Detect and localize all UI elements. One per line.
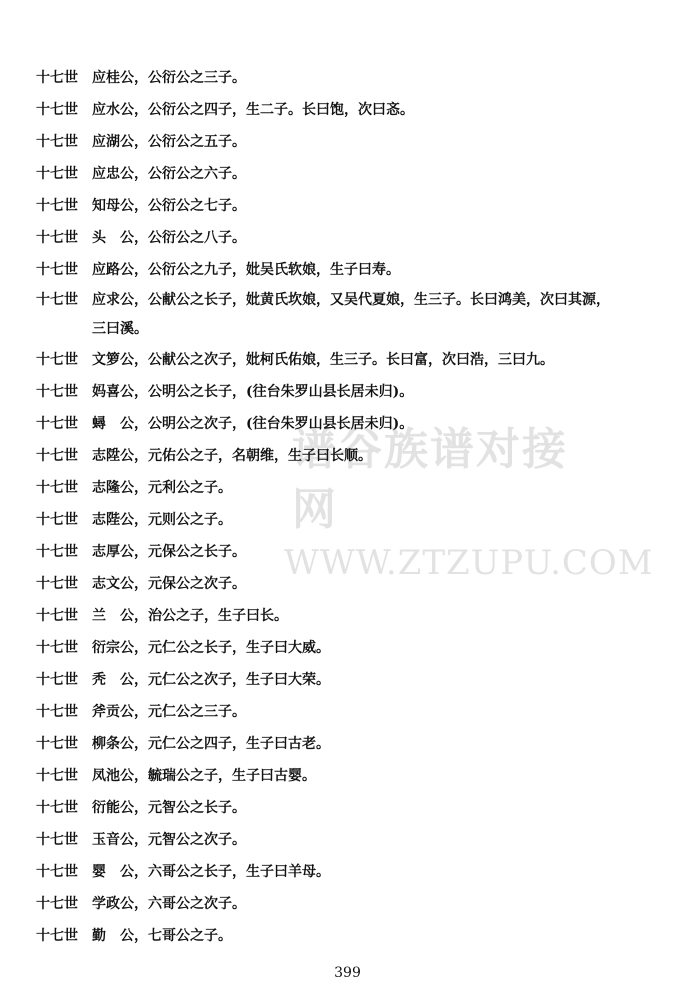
generation-label: 十七世	[36, 832, 78, 848]
genealogy-entry	[36, 158, 676, 190]
generation-label: 十七世	[36, 292, 78, 308]
entry-main-text: 应水公，公衍公之四子，生二子。长曰饱，次曰忞。	[92, 102, 414, 118]
genealogy-entry	[36, 728, 676, 760]
entry-main-text: 衍宗公，元仁公之长子，生子曰大威。	[92, 640, 330, 656]
entry-main-text: 兰 公，治公之子，生子曰长。	[92, 608, 288, 624]
entry-text	[92, 222, 677, 254]
genealogy-entry	[36, 126, 676, 158]
entry-main-text: 志文公，元保公之次子。	[92, 576, 246, 592]
generation-label: 十七世	[36, 102, 78, 118]
entry-main-text: 志陛公，元则公之子。	[92, 512, 232, 528]
entry-main-text: 蟳 公，公明公之次子，(往台朱罗山县长居未归)。	[92, 416, 414, 432]
genealogy-entry	[36, 536, 676, 568]
entry-continuation-text: 三曰溪。	[92, 321, 148, 337]
genealogy-entry	[36, 344, 676, 376]
entry-main-text: 玉音公，元智公之次子。	[92, 832, 246, 848]
entry-text	[92, 920, 677, 952]
entry-text	[92, 632, 677, 664]
entry-text	[92, 376, 677, 408]
entry-main-text: 斧贡公，元仁公之三子。	[92, 704, 246, 720]
entry-text	[92, 408, 677, 440]
entry-main-text: 知母公，公衍公之七子。	[92, 198, 246, 214]
entry-text	[92, 728, 677, 760]
genealogy-entry	[36, 888, 676, 920]
entry-text	[92, 536, 677, 568]
genealogy-entry	[36, 760, 676, 792]
entry-text	[92, 472, 677, 504]
page-number: 399	[334, 965, 361, 981]
entry-main-text: 应路公，公衍公之九子，妣吴氏软娘，生子曰寿。	[92, 262, 400, 278]
entry-text	[92, 856, 677, 888]
entry-main-text: 应求公，公献公之长子，妣黄氏坎娘，又吴代夏娘，生三子。长曰鸿美，次曰其源，	[92, 292, 610, 308]
generation-label: 十七世	[36, 352, 78, 368]
genealogy-entry	[36, 920, 676, 952]
entry-text	[92, 600, 677, 632]
watermark-url: WWW.ZTZUPU.COM	[284, 543, 654, 583]
genealogy-entry	[36, 568, 676, 600]
entry-main-text: 头 公，公衍公之八子。	[92, 230, 246, 246]
entry-text	[92, 286, 677, 344]
genealogy-entries	[36, 62, 676, 952]
genealogy-entry	[36, 856, 676, 888]
entry-main-text: 秃 公，元仁公之次子，生子曰大荣。	[92, 672, 330, 688]
entry-main-text: 文箩公，公献公之次子，妣柯氏佑娘，生三子。长曰富，次曰浩，三曰九。	[92, 352, 554, 368]
entry-text	[92, 792, 677, 824]
entry-text	[92, 504, 677, 536]
watermark-chinese: 谱谷族谱对接网	[292, 424, 568, 535]
generation-label: 十七世	[36, 166, 78, 182]
generation-label: 十七世	[36, 768, 78, 784]
generation-label: 十七世	[36, 640, 78, 656]
genealogy-entry	[36, 376, 676, 408]
entry-text	[92, 824, 677, 856]
generation-label: 十七世	[36, 928, 78, 944]
generation-label: 十七世	[36, 384, 78, 400]
entry-main-text: 婴 公，六哥公之长子，生子曰羊母。	[92, 864, 330, 880]
genealogy-entry	[36, 190, 676, 222]
entry-text	[92, 126, 677, 158]
generation-label: 十七世	[36, 608, 78, 624]
generation-label: 十七世	[36, 800, 78, 816]
entry-text	[92, 94, 677, 126]
genealogy-entry	[36, 440, 676, 472]
entry-main-text: 学政公，六哥公之次子。	[92, 896, 246, 912]
genealogy-entry	[36, 254, 676, 286]
genealogy-entry	[36, 632, 676, 664]
entry-main-text: 应忠公，公衍公之六子。	[92, 166, 246, 182]
generation-label: 十七世	[36, 416, 78, 432]
generation-label: 十七世	[36, 262, 78, 278]
entry-main-text: 应桂公，公衍公之三子。	[92, 70, 246, 86]
generation-label: 十七世	[36, 480, 78, 496]
genealogy-entry	[36, 824, 676, 856]
generation-label: 十七世	[36, 230, 78, 246]
generation-label: 十七世	[36, 448, 78, 464]
entry-text	[92, 664, 677, 696]
entry-text	[92, 158, 677, 190]
generation-label: 十七世	[36, 134, 78, 150]
generation-label: 十七世	[36, 198, 78, 214]
generation-label: 十七世	[36, 896, 78, 912]
entry-text	[92, 760, 677, 792]
entry-main-text: 志陞公，元佑公之子，名朝维，生子曰长顺。	[92, 448, 372, 464]
genealogy-entry	[36, 600, 676, 632]
entry-text	[92, 440, 677, 472]
entry-main-text: 志厚公，元保公之长子。	[92, 544, 246, 560]
genealogy-entry	[36, 222, 676, 254]
genealogy-entry	[36, 286, 676, 344]
entry-text	[92, 62, 677, 94]
entry-main-text: 凤池公，毓瑞公之子，生子曰古婴。	[92, 768, 316, 784]
genealogy-entry	[36, 696, 676, 728]
entry-main-text: 柳条公，元仁公之四子，生子曰古老。	[92, 736, 330, 752]
genealogy-entry	[36, 408, 676, 440]
genealogy-entry	[36, 472, 676, 504]
entry-text	[92, 344, 677, 376]
genealogy-entry	[36, 664, 676, 696]
entry-main-text: 应湖公，公衍公之五子。	[92, 134, 246, 150]
entry-main-text: 志隆公，元利公之子。	[92, 480, 232, 496]
entry-main-text: 妈喜公，公明公之长子，(往台朱罗山县长居未归)。	[92, 384, 414, 400]
generation-label: 十七世	[36, 576, 78, 592]
entry-text	[92, 190, 677, 222]
generation-label: 十七世	[36, 544, 78, 560]
generation-label: 十七世	[36, 864, 78, 880]
entry-text	[92, 696, 677, 728]
entry-text	[92, 888, 677, 920]
entry-main-text: 勤 公，七哥公之子。	[92, 928, 232, 944]
entry-text	[92, 254, 677, 286]
generation-label: 十七世	[36, 672, 78, 688]
genealogy-entry	[36, 504, 676, 536]
genealogy-entry	[36, 94, 676, 126]
generation-label: 十七世	[36, 70, 78, 86]
entry-main-text: 衍能公，元智公之长子。	[92, 800, 246, 816]
genealogy-entry	[36, 62, 676, 94]
generation-label: 十七世	[36, 704, 78, 720]
genealogy-entry	[36, 792, 676, 824]
entry-text	[92, 568, 677, 600]
generation-label: 十七世	[36, 512, 78, 528]
generation-label: 十七世	[36, 736, 78, 752]
